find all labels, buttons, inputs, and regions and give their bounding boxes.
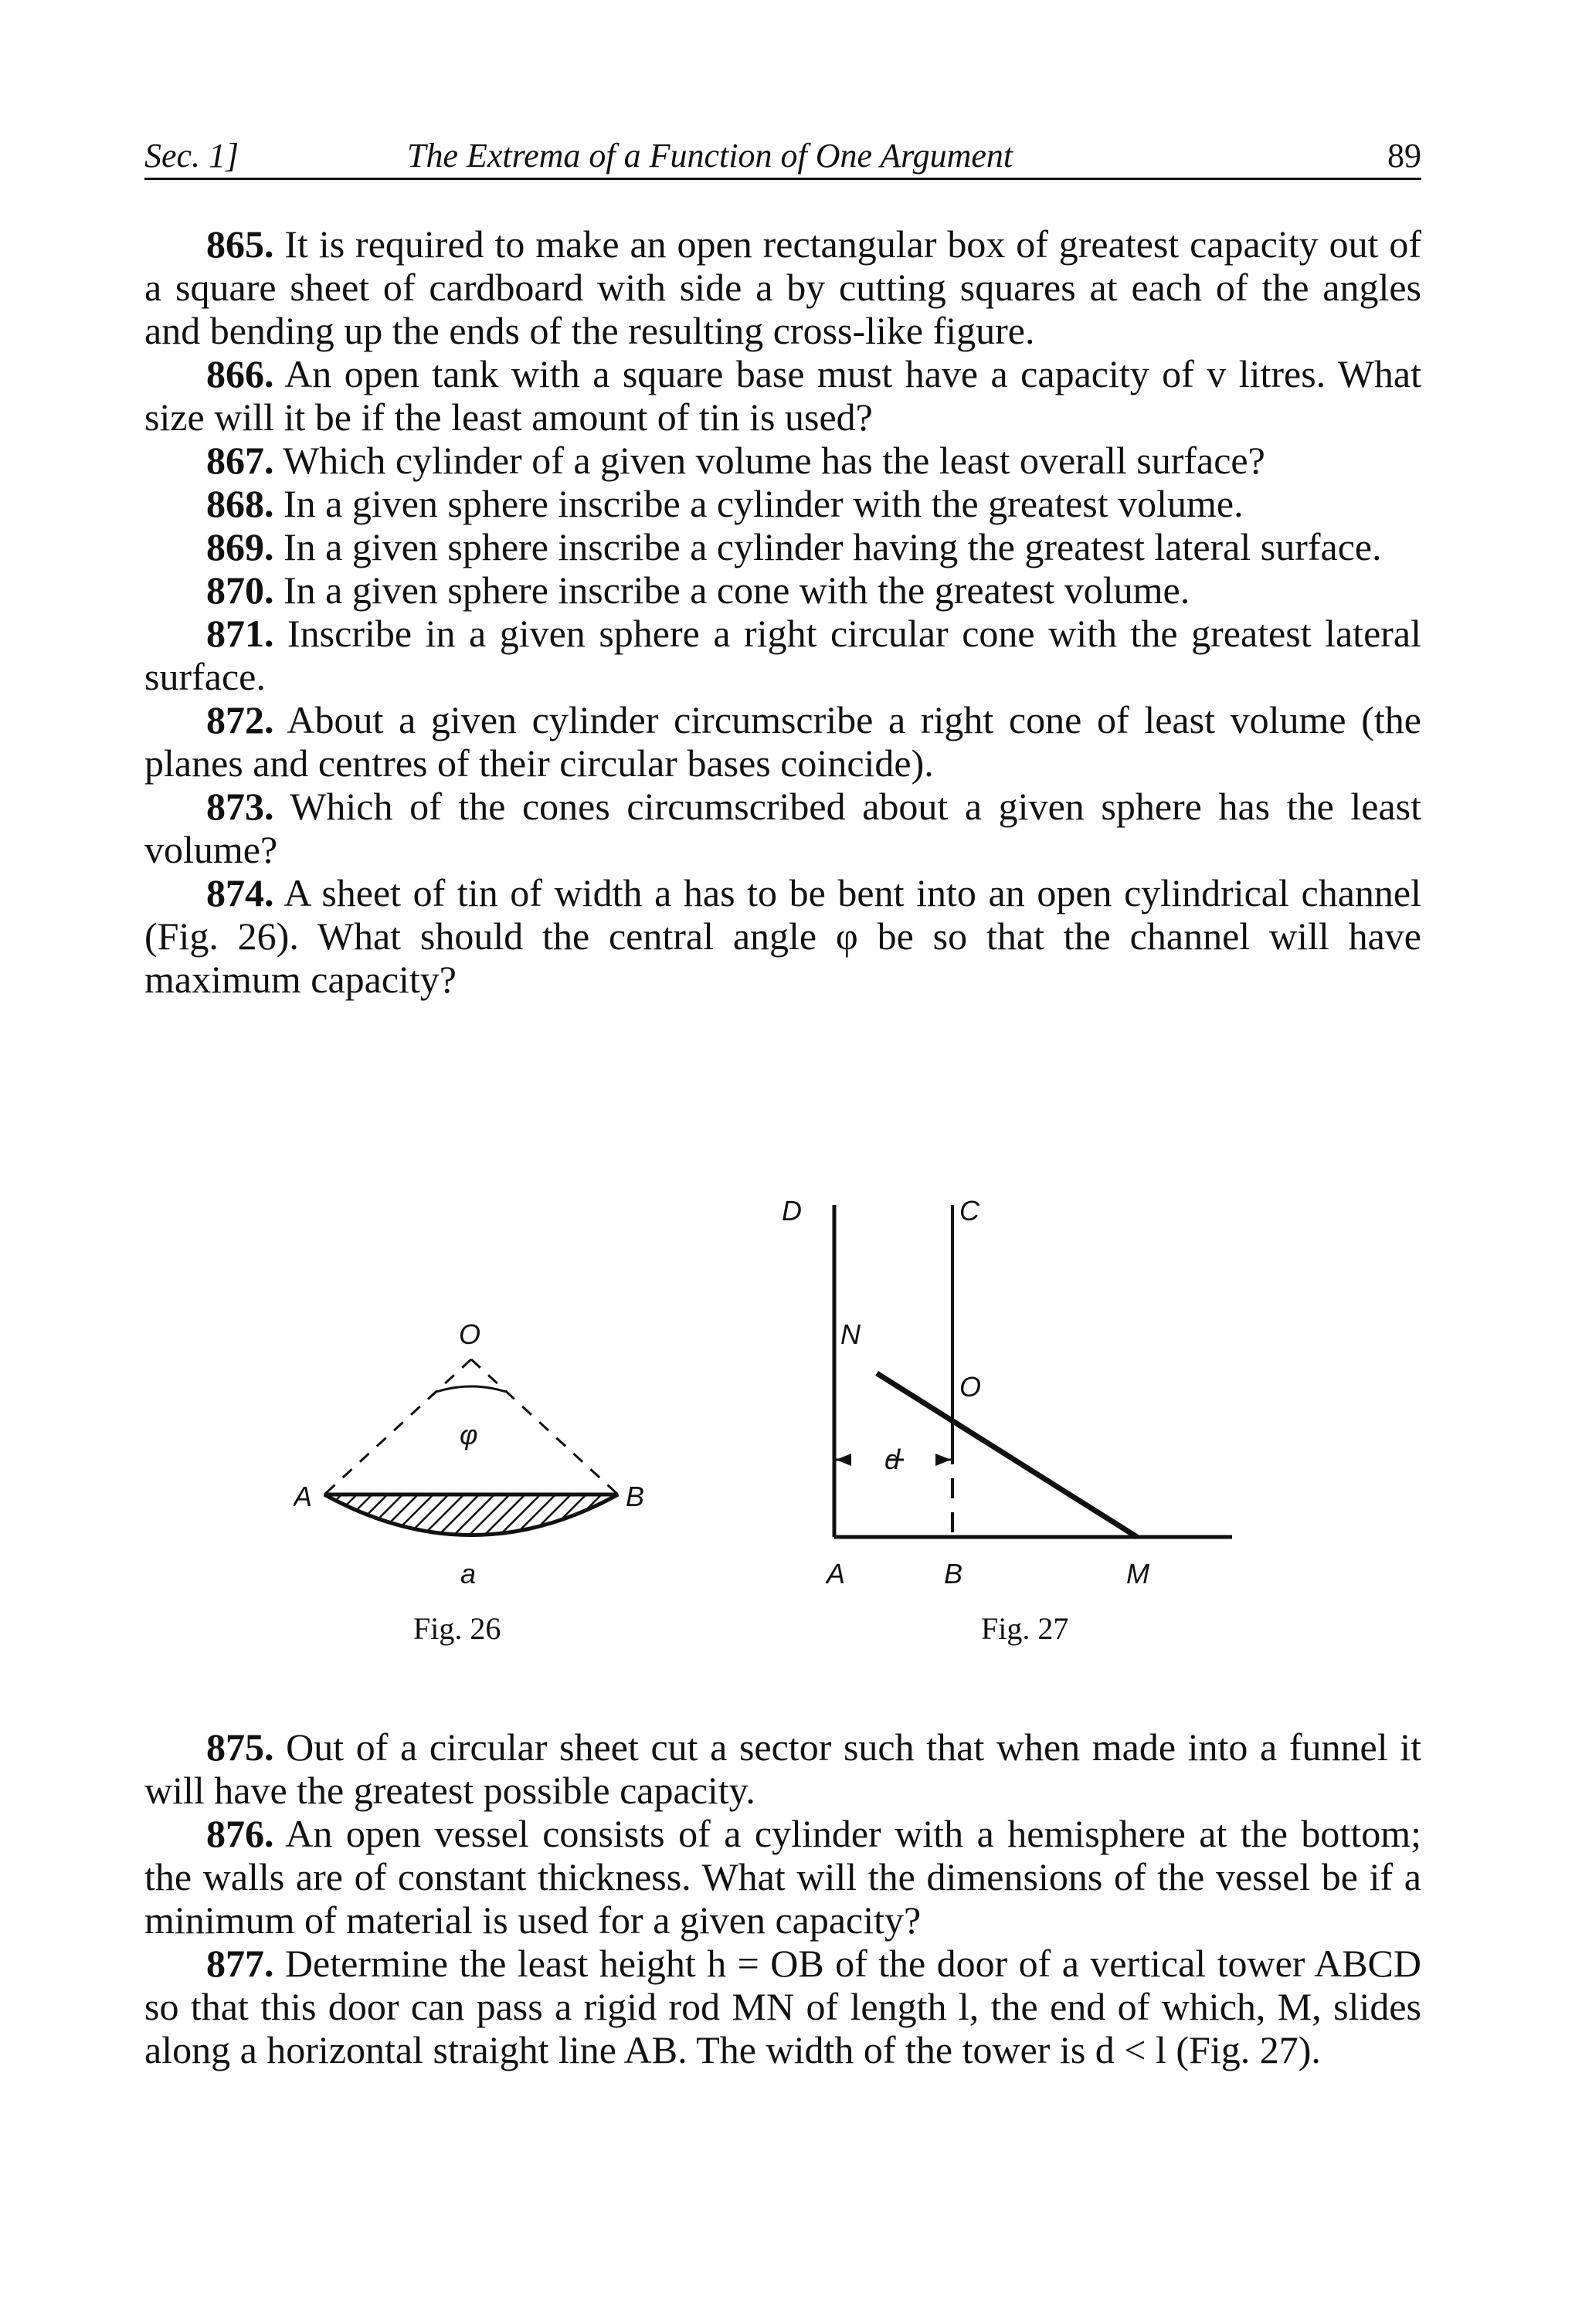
problem-text: In a given sphere inscribe a cylinder with the greatest volume. bbox=[283, 482, 1244, 525]
fig27-arrow-left bbox=[836, 1454, 851, 1466]
fig27-label-M: M bbox=[1126, 1558, 1149, 1589]
fig26-caption: Fig. 26 bbox=[413, 1611, 501, 1646]
fig27-label-C: C bbox=[959, 1195, 979, 1226]
problem-item bbox=[144, 1725, 1421, 1812]
page-header bbox=[144, 133, 1421, 180]
problem-number: 866. bbox=[206, 352, 274, 395]
problem-text: Out of a circular sheet cut a sector such that when made into a funnel it will have the greatest possible capacity. bbox=[144, 1725, 1421, 1812]
fig26-label-O: O bbox=[459, 1318, 481, 1350]
problem-item bbox=[144, 525, 1421, 568]
problem-item bbox=[144, 1942, 1421, 2071]
problem-text: It is required to make an open rectangular box of greatest capacity out of a square sheet of cardboard with side a by cutting squares at each of the angles and bending up the ends of the resulting cross-like figure. bbox=[144, 222, 1421, 352]
problem-number: 876. bbox=[206, 1812, 274, 1855]
problems-top bbox=[144, 222, 1421, 1001]
fig26-radius-right bbox=[471, 1359, 618, 1494]
problem-number: 868. bbox=[206, 482, 274, 525]
fig26-label-a: a bbox=[460, 1558, 477, 1589]
problem-number: 875. bbox=[206, 1725, 274, 1769]
problem-number: 867. bbox=[206, 439, 274, 482]
fig27-diagram bbox=[782, 1195, 1232, 1589]
problem-item bbox=[144, 698, 1421, 785]
figures-svg bbox=[294, 1189, 1298, 1668]
fig27-rod-MN bbox=[877, 1373, 1137, 1537]
problem-text: A sheet of tin of width a has to be bent into an open cylindrical channel (Fig. 26). What should the central angle φ be so that the channel will have maximum capacity? bbox=[144, 871, 1421, 1001]
problem-number: 870. bbox=[206, 568, 274, 612]
problem-text: About a given cylinder circumscribe a right cone of least volume (the planes and centres of their circular bases coincide). bbox=[144, 698, 1421, 785]
fig27-arrow-right bbox=[935, 1454, 951, 1466]
problem-text: Determine the least height h = OB of the door of a vertical tower ABCD so that this door can pass a rigid rod MN of length l, the end of which, M, slides along a horizontal straight line AB. The width of the tower is d < l (Fig. 27). bbox=[144, 1942, 1422, 2071]
problem-text: An open vessel consists of a cylinder with a hemisphere at the bottom; the walls are of constant thickness. What will the dimensions of the vessel be if a minimum of material is used for a given capacity? bbox=[144, 1812, 1421, 1942]
problem-item bbox=[144, 568, 1421, 612]
problem-text: In a given sphere inscribe a cone with the greatest volume. bbox=[283, 568, 1190, 612]
problem-number: 873. bbox=[206, 785, 274, 828]
problem-item bbox=[144, 352, 1421, 439]
fig27-label-N: N bbox=[840, 1318, 861, 1350]
figures-row bbox=[294, 1189, 1298, 1668]
fig27-caption: Fig. 27 bbox=[981, 1611, 1069, 1646]
fig27-label-D: D bbox=[782, 1195, 802, 1226]
fig27-label-O: O bbox=[959, 1371, 982, 1403]
problem-number: 871. bbox=[206, 612, 274, 655]
problem-number: 865. bbox=[206, 222, 274, 266]
fig26-label-B: B bbox=[626, 1481, 645, 1512]
problem-item bbox=[144, 439, 1421, 482]
fig26-diagram bbox=[294, 1318, 644, 1589]
fig26-hatched-segment bbox=[324, 1494, 618, 1535]
problem-number: 877. bbox=[206, 1942, 274, 1985]
problem-item bbox=[144, 871, 1421, 1001]
problem-text: Which of the cones circumscribed about a given sphere has the least volume? bbox=[144, 785, 1421, 871]
running-title: The Extrema of a Function of One Argument bbox=[407, 137, 1013, 175]
fig26-label-A: A bbox=[294, 1481, 313, 1512]
problem-item bbox=[144, 222, 1421, 352]
fig26-radius-left bbox=[324, 1359, 471, 1494]
fig27-label-B: B bbox=[944, 1558, 963, 1589]
fig27-label-d: d bbox=[884, 1444, 901, 1475]
problem-text: Inscribe in a given sphere a right circular cone with the greatest lateral surface. bbox=[144, 612, 1422, 698]
problem-number: 869. bbox=[206, 525, 274, 568]
problem-text: An open tank with a square base must have a capacity of v litres. What size will it be if the least amount of tin is used? bbox=[144, 352, 1421, 439]
problem-number: 874. bbox=[206, 871, 274, 914]
fig27-label-A: A bbox=[827, 1558, 846, 1589]
page-number: 89 bbox=[1387, 137, 1421, 175]
problem-number: 872. bbox=[206, 698, 274, 741]
problem-item bbox=[144, 785, 1421, 871]
problem-text: Which cylinder of a given volume has the least overall surface? bbox=[283, 439, 1265, 482]
fig26-label-phi: φ bbox=[460, 1419, 478, 1450]
fig26-angle-arc bbox=[436, 1386, 506, 1392]
problem-item bbox=[144, 1812, 1421, 1942]
problems-bottom bbox=[144, 1725, 1421, 2071]
problem-item bbox=[144, 482, 1421, 525]
problem-text: In a given sphere inscribe a cylinder having the greatest lateral surface. bbox=[283, 525, 1382, 568]
problem-item bbox=[144, 612, 1421, 698]
section-label: Sec. 1] bbox=[144, 137, 239, 175]
